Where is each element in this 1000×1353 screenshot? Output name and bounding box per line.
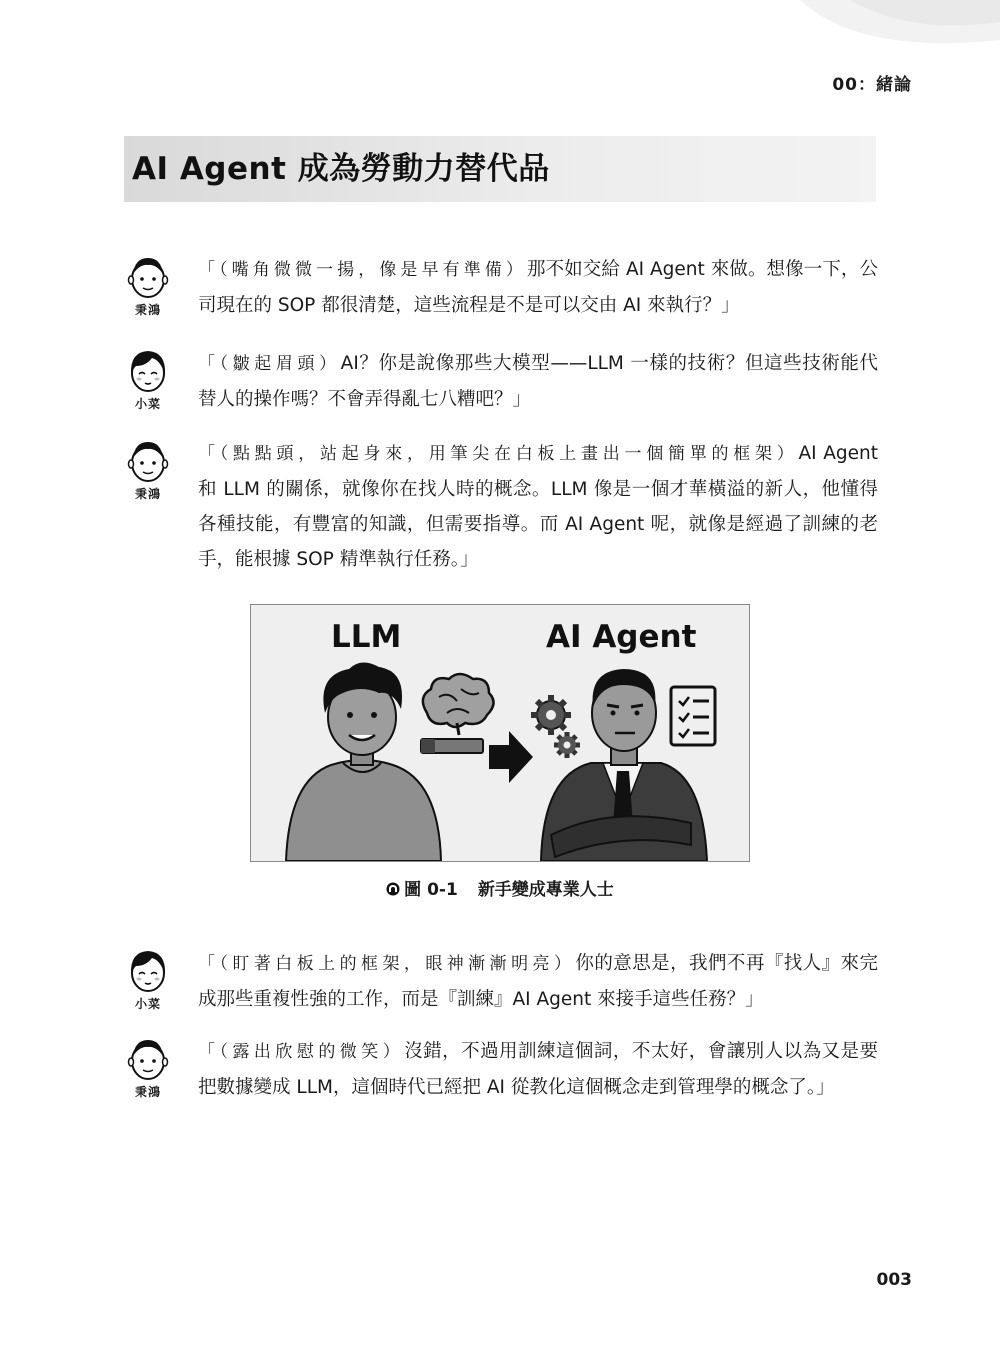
dialog-text: AI Agent 和 LLM 的關係，就像你在找人時的概念。LLM 像是一個才華橫溢的新人，他懂得各種技能，有豐富的知識，但需要指導。而 AI Agent 呢，就像是經過了訓練的老手，能根據 SOP 精準執行任務。」 bbox=[198, 443, 878, 570]
figure-caption bbox=[0, 875, 1000, 900]
section-title: AI Agent 成為勞動力替代品 bbox=[132, 151, 550, 187]
running-head: 00：緒論 bbox=[832, 75, 912, 95]
stage-direction: 「（嘴角微微一揚，像是早有準備） bbox=[198, 260, 527, 280]
boy-avatar-icon bbox=[126, 252, 170, 302]
figure-illustration bbox=[250, 604, 750, 862]
decorative-wave bbox=[740, 0, 1000, 70]
arrow-right-icon bbox=[489, 731, 533, 783]
speaker-name: 秉鴻 bbox=[134, 487, 161, 501]
figure-label-ai-agent: AI Agent bbox=[546, 619, 697, 655]
info-icon bbox=[386, 882, 400, 896]
speaker-name: 小菜 bbox=[134, 397, 161, 411]
speaker bbox=[120, 1034, 176, 1100]
boy-avatar-icon bbox=[126, 436, 170, 486]
dialog-speech bbox=[198, 252, 878, 323]
book-icon bbox=[421, 739, 483, 753]
brain-icon bbox=[423, 674, 494, 735]
checklist-icon bbox=[671, 687, 715, 745]
speaker-name: 小菜 bbox=[134, 997, 161, 1011]
dialog-speech bbox=[198, 436, 878, 577]
dialog-text: 沒錯，不過用訓練這個詞，不太好，會讓別人以為又是要把數據變成 LLM，這個時代已經把 AI 從教化這個概念走到管理學的概念了。」 bbox=[198, 1041, 878, 1098]
speaker bbox=[120, 252, 176, 318]
dialog-text: AI？你是說像那些大模型——LLM 一樣的技術？但這些技術能代替人的操作嗎？不會弄得亂七八糟吧？」 bbox=[198, 353, 879, 410]
speaker bbox=[120, 436, 176, 502]
dialog-speech bbox=[198, 346, 878, 417]
stage-direction: 「（露出欣慰的微笑） bbox=[198, 1042, 405, 1062]
figure-caption-text: 新手變成專業人士 bbox=[477, 880, 614, 900]
gear-icon bbox=[554, 732, 580, 758]
stage-direction: 「（點點頭，站起身來，用筆尖在白板上畫出一個簡單的框架） bbox=[198, 444, 799, 464]
girl-avatar-icon bbox=[126, 346, 170, 396]
dialog-text: 你的意思是，我們不再『找人』來完成那些重複性強的工作，而是『訓練』AI Agent 來接手這些任務？」 bbox=[198, 953, 878, 1010]
speaker-name: 秉鴻 bbox=[134, 303, 161, 317]
girl-avatar-icon bbox=[126, 946, 170, 996]
figure-artwork bbox=[251, 605, 749, 861]
speaker-name: 秉鴻 bbox=[134, 1085, 161, 1099]
stage-direction: 「（盯著白板上的框架，眼神漸漸明亮） bbox=[198, 954, 576, 974]
figure-label-llm: LLM bbox=[331, 619, 402, 655]
page-number: 003 bbox=[876, 1270, 912, 1290]
speaker bbox=[120, 946, 176, 1012]
boy-avatar-icon bbox=[126, 1034, 170, 1084]
section-header-band bbox=[124, 136, 876, 202]
stage-direction: 「（皺起眉頭） bbox=[198, 354, 341, 374]
novice-person-icon bbox=[286, 662, 441, 861]
dialog-text: 那不如交給 AI Agent 來做。想像一下，公司現在的 SOP 都很清楚，這些流程是不是可以交由 AI 來執行？」 bbox=[198, 259, 879, 316]
speaker bbox=[120, 346, 176, 412]
figure-caption-number: 圖 0-1 bbox=[404, 880, 458, 900]
dialog-speech bbox=[198, 946, 878, 1017]
gear-icon bbox=[531, 695, 571, 735]
dialog-speech bbox=[198, 1034, 878, 1105]
